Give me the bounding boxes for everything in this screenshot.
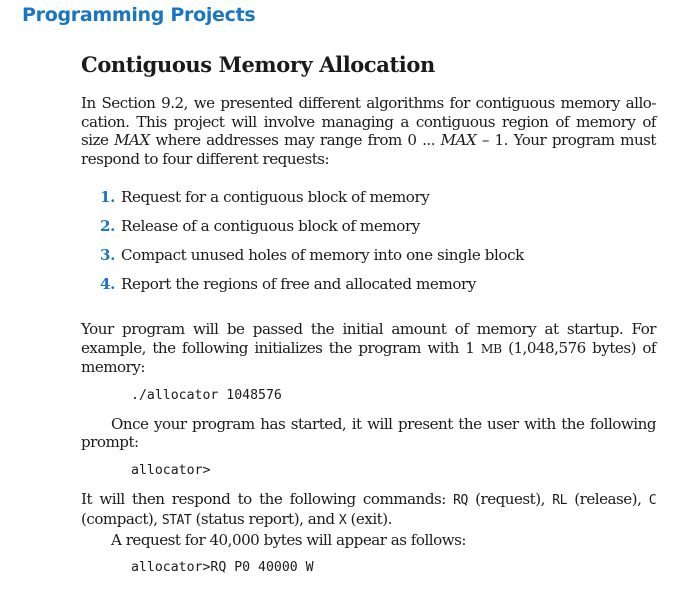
list-text: Request for a contiguous block of memory <box>121 188 430 206</box>
request-list <box>81 188 656 304</box>
list-item <box>81 188 656 217</box>
prompt-code: allocator> <box>131 462 211 478</box>
list-number: 2. <box>100 217 115 235</box>
page-title: Contiguous Memory Allocation <box>81 52 435 77</box>
prompt-paragraph: Once your program has started, it will present the user with the following prompt: <box>81 414 656 451</box>
intro-paragraph: In Section 9.2, we presented different algorithms for contiguous memory allo-cation. This project will involve managing a contiguous region of memory of size MAX where addresses may range from 0 ... MAX – 1. Your program must respond to four different requests: <box>81 94 656 168</box>
list-item <box>81 246 656 275</box>
list-item <box>81 217 656 246</box>
section-header: Programming Projects <box>22 4 256 26</box>
example-paragraph: A request for 40,000 bytes will appear as follows: <box>111 530 466 549</box>
list-item <box>81 275 656 304</box>
list-number: 1. <box>100 188 115 206</box>
startup-code: ./allocator 1048576 <box>131 387 282 403</box>
list-text: Release of a contiguous block of memory <box>121 217 420 235</box>
commands-paragraph: It will then respond to the following commands: RQ (request), RL (release), C (compact), STAT (status report), and X (exit). <box>81 489 657 528</box>
document-body <box>81 52 656 577</box>
list-number: 4. <box>100 275 115 293</box>
startup-paragraph: Your program will be passed the initial amount of memory at startup. For example, the following initializes the program with 1 MB (1,048,576 bytes) of memory: <box>81 320 656 376</box>
list-text: Report the regions of free and allocated memory <box>121 275 476 293</box>
list-text: Compact unused holes of memory into one single block <box>121 246 524 264</box>
list-number: 3. <box>100 246 115 264</box>
example-code: allocator>RQ P0 40000 W <box>131 560 314 575</box>
